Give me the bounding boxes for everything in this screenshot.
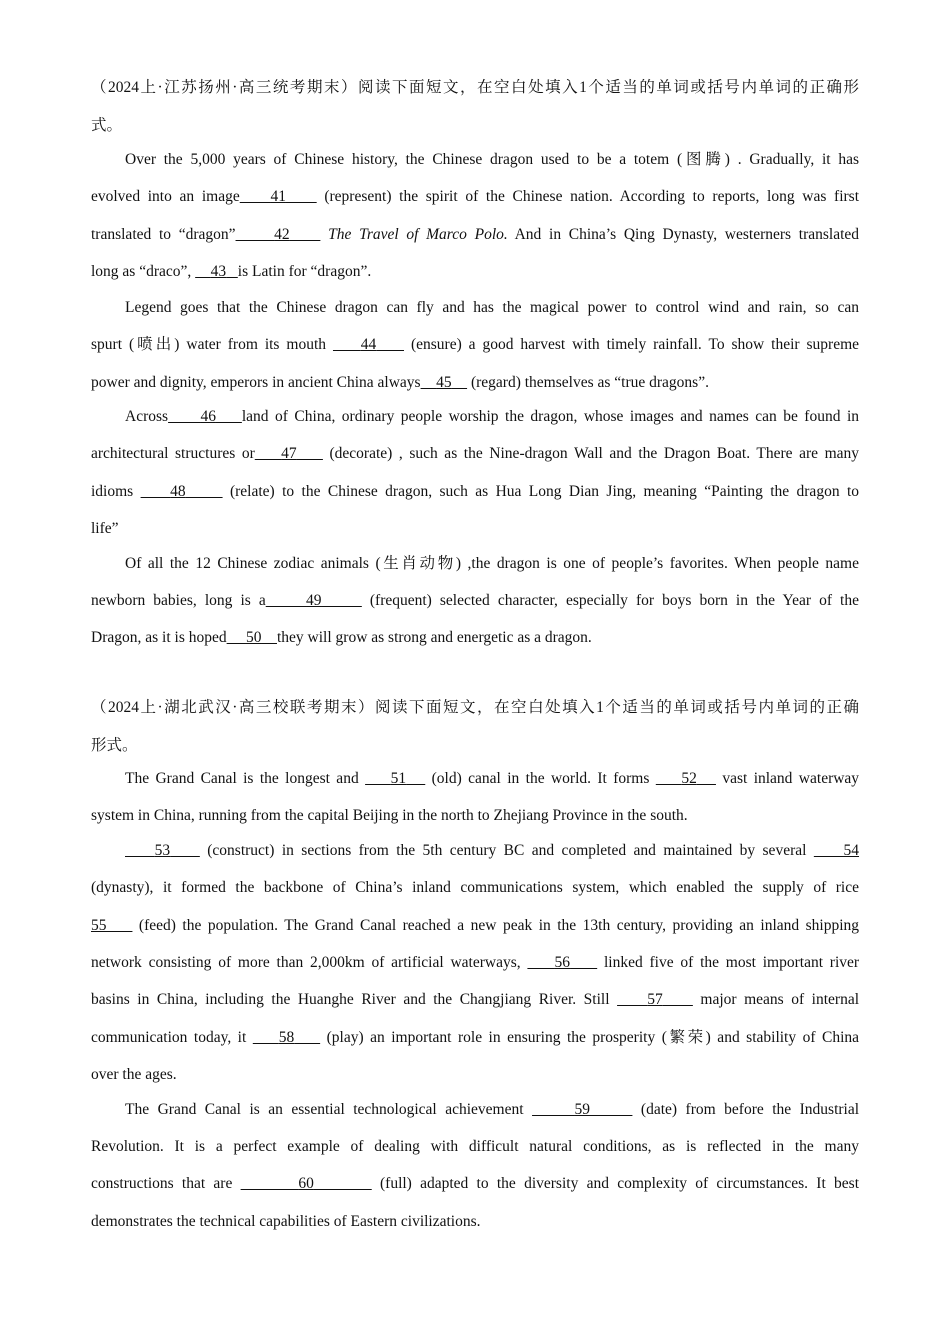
blank-57[interactable]: 57 <box>647 991 663 1008</box>
passage1-paragraph4: Of all the 12 Chinese zodiac animals (生肖动物) ,the dragon is one of people’s favorites. When people name <box>125 555 859 572</box>
blank-47[interactable]: 47 <box>281 445 297 462</box>
blank-41[interactable]: 41 <box>270 188 286 205</box>
blank-46[interactable]: 46 <box>200 408 216 425</box>
passage2-line: Revolution. It is a perfect example of dealing with difficult natural conditions, as is reflected in the many <box>91 1138 859 1155</box>
passage1-header-cont: 式。 <box>91 117 123 134</box>
passage2-line: demonstrates the technical capabilities of Eastern civilizations. <box>91 1213 481 1230</box>
passage2-line: communication today, it 58 (play) an important role in ensuring the prosperity (繁荣) and stability of China <box>91 1029 860 1046</box>
passage2-header-cont: 形式。 <box>91 737 138 754</box>
blank-51[interactable]: 51 <box>390 770 407 787</box>
blank-44[interactable]: 44 <box>360 336 377 353</box>
blank-59[interactable]: 59 <box>574 1101 590 1118</box>
passage1-line: long as “draco”, 43 is Latin for “dragon”. <box>91 263 372 280</box>
passage2-paragraph2: 53 (construct) in sections from the 5th century BC and completed and maintained by several 54 <box>125 841 859 861</box>
passage2-line: over the ages. <box>91 1066 177 1083</box>
passage1-line: architectural structures or 47 (decorate) , such as the Nine-dragon Wall and the Dragon Boat. There are many <box>91 445 860 462</box>
passage2-line: network consisting of more than 2,000km of artificial waterways, 56 linked five of the most important river <box>91 954 860 971</box>
passage1-line: Dragon, as it is hoped 50 they will grow as strong and energetic as a dragon. <box>91 629 592 646</box>
passage1-paragraph3: Across 46 land of China, ordinary people worship the dragon, whose images and names can be found in <box>125 408 860 425</box>
passage1-line: spurt (喷出) water from its mouth 44 (ensure) a good harvest with timely rainfall. To show their supreme <box>91 336 860 353</box>
passage2-line: 55 (feed) the population. The Grand Canal reached a new peak in the 13th century, providing an inland shipping <box>91 917 860 934</box>
passage1-line: power and dignity, emperors in ancient China always 45 (regard) themselves as “true dragons”. <box>91 374 709 391</box>
blank-52[interactable]: 52 <box>681 770 697 787</box>
blank-56[interactable]: 56 <box>554 954 571 971</box>
blank-53[interactable]: 53 <box>154 842 171 859</box>
blank-43[interactable]: 43 <box>210 263 227 280</box>
passage1-line: life” <box>91 520 119 537</box>
blank-58[interactable]: 58 <box>278 1029 295 1046</box>
blank-42[interactable]: 42 <box>274 226 290 243</box>
blank-55[interactable]: 55 <box>91 917 107 934</box>
passage2-line: constructions that are 60 (full) adapted to the diversity and complexity of circumstances. It best <box>91 1175 859 1192</box>
passage2-line: system in China, running from the capital Beijing in the north to Zhejiang Province in the south. <box>91 807 688 824</box>
passage1-header: （2024上·江苏扬州·高三统考期末）阅读下面短文，在空白处填入1个适当的单词或括号内单词的正确形 <box>91 79 859 96</box>
passage1-line: newborn babies, long is a 49 (frequent) selected character, especially for boys born in the Year of the <box>91 592 859 609</box>
blank-50[interactable]: 50 <box>245 629 262 646</box>
passage1-line: translated to “dragon” 42 The Travel of Marco Polo. And in China’s Qing Dynasty, westerners translated <box>91 226 860 243</box>
passage2-header: （2024上·湖北武汉·高三校联考期末）阅读下面短文，在空白处填入1个适当的单词或括号内单词的正确 <box>91 699 859 716</box>
passage2-line: basins in China, including the Huanghe River and the Changjiang River. Still 57 major means of internal <box>91 991 860 1008</box>
passage1-line: evolved into an image 41 (represent) the spirit of the Chinese nation. According to reports, long was first <box>91 188 860 205</box>
passage1-paragraph1: Over the 5,000 years of Chinese history, the Chinese dragon used to be a totem (图腾) . Gradually, it has <box>125 151 859 168</box>
passage2-line: (dynasty), it formed the backbone of China’s inland communications system, which enabled the supply of rice <box>91 879 859 896</box>
blank-60[interactable]: 60 <box>298 1175 314 1192</box>
passage1-paragraph2: Legend goes that the Chinese dragon can fly and has the magical power to control wind and rain, so can <box>125 299 859 316</box>
blank-45[interactable]: 45 <box>436 374 452 391</box>
passage1-line: idioms 48 (relate) to the Chinese dragon, such as Hua Long Dian Jing, meaning “Painting the dragon to <box>91 483 860 500</box>
passage2-paragraph3: The Grand Canal is an essential technological achievement 59 (date) from before the Industrial <box>125 1101 860 1118</box>
blank-48[interactable]: 48 <box>170 483 186 500</box>
blank-54[interactable]: 54 <box>843 842 860 859</box>
blank-49[interactable]: 49 <box>306 592 322 609</box>
passage2-paragraph1: The Grand Canal is the longest and 51 (old) canal in the world. It forms 52 vast inland waterway <box>125 770 860 787</box>
